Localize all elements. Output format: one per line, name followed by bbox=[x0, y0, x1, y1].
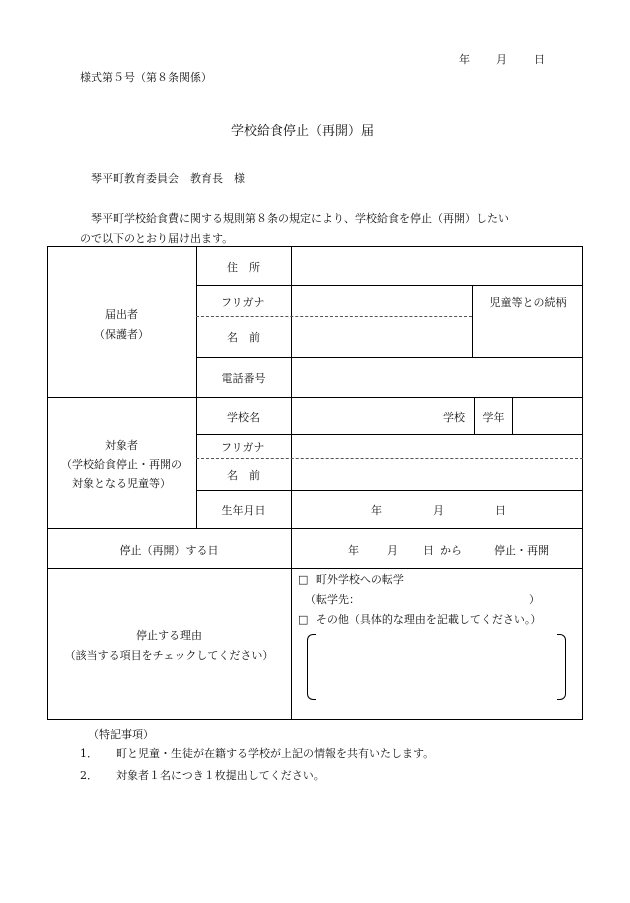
applicant-furigana-label: フリガナ bbox=[221, 296, 265, 309]
notes-heading: （特記事項） bbox=[88, 728, 154, 741]
other-option-label: その他（具体的な理由を記載してください。） bbox=[315, 613, 542, 626]
school-name-field[interactable] bbox=[293, 399, 441, 433]
address-field[interactable] bbox=[293, 248, 581, 284]
checkbox-icon[interactable]: □ bbox=[298, 573, 309, 586]
date-year-label: 年 bbox=[459, 53, 470, 66]
school-name-label: 学校名 bbox=[227, 411, 260, 424]
addressee: 琴平町教育委員会 教育長 様 bbox=[91, 172, 245, 185]
birth-year-label: 年 bbox=[371, 504, 382, 517]
birth-month-label: 月 bbox=[433, 504, 444, 517]
date-month-label: 月 bbox=[496, 53, 507, 66]
birthdate-label: 生年月日 bbox=[221, 504, 266, 517]
other-reason-field[interactable] bbox=[318, 638, 554, 694]
relation-label: 児童等との続柄 bbox=[489, 296, 567, 309]
subject-name-field[interactable] bbox=[293, 460, 581, 489]
stop-from-label: から bbox=[440, 544, 462, 557]
left-bracket bbox=[307, 634, 316, 700]
transfer-option-label: 町外学校への転学 bbox=[315, 573, 404, 586]
note-item: 1． 町と児童・生徒が在籍する学校が上記の情報を共有いたします。 bbox=[80, 747, 435, 760]
other-option[interactable] bbox=[298, 611, 541, 627]
phone-label: 電話番号 bbox=[221, 372, 266, 385]
checkbox-icon[interactable]: □ bbox=[298, 613, 309, 626]
subject-furigana-label: フリガナ bbox=[221, 441, 265, 454]
school-suffix: 学校 bbox=[443, 411, 465, 424]
subject-name-label: 名 前 bbox=[227, 469, 260, 482]
note-item: 2． 対象者１名につき１枚提出してください。 bbox=[80, 769, 325, 782]
transfer-destination-close: ） bbox=[529, 593, 540, 606]
form-number: 様式第５号（第８条関係） bbox=[80, 71, 212, 84]
intro-line-1: 琴平町学校給食費に関する規則第８条の規定により、学校給食を停止（再開）したい bbox=[91, 212, 509, 225]
stop-day-label: 日 bbox=[423, 544, 434, 557]
right-bracket bbox=[557, 634, 566, 700]
intro-line-2: ので以下のとおり届け出ます。 bbox=[80, 232, 234, 245]
subject-furigana-field[interactable] bbox=[293, 436, 581, 457]
form-title: 学校給食停止（再開）届 bbox=[231, 124, 375, 139]
grade-field[interactable] bbox=[514, 399, 581, 433]
transfer-destination-open: （転学先： bbox=[305, 593, 360, 606]
address-label: 住 所 bbox=[227, 261, 260, 274]
subject-section-label: 対象者 （学校給食停止・再開の 対象となる児童等） bbox=[61, 439, 182, 490]
applicant-furigana-field[interactable] bbox=[293, 287, 471, 315]
stop-month-label: 月 bbox=[387, 544, 398, 557]
transfer-option[interactable] bbox=[298, 571, 404, 587]
stop-year-label: 年 bbox=[348, 544, 359, 557]
stop-resume-choice[interactable]: 停止・再開 bbox=[494, 544, 549, 557]
applicant-section-label: 届出者 （保護者） bbox=[94, 308, 149, 341]
transfer-destination-field[interactable] bbox=[365, 589, 525, 607]
applicant-name-field[interactable] bbox=[293, 318, 471, 356]
birth-day-label: 日 bbox=[495, 504, 506, 517]
grade-label: 学年 bbox=[482, 411, 505, 424]
applicant-name-label: 名 前 bbox=[227, 331, 260, 344]
phone-field[interactable] bbox=[293, 359, 581, 396]
birthdate-field[interactable] bbox=[293, 492, 581, 527]
relation-field[interactable] bbox=[474, 318, 581, 356]
stop-date-label: 停止（再開）する日 bbox=[119, 544, 219, 557]
date-day-label: 日 bbox=[534, 53, 545, 66]
reason-section-label: 停止する理由 （該当する項目をチェックしてください） bbox=[64, 629, 274, 662]
